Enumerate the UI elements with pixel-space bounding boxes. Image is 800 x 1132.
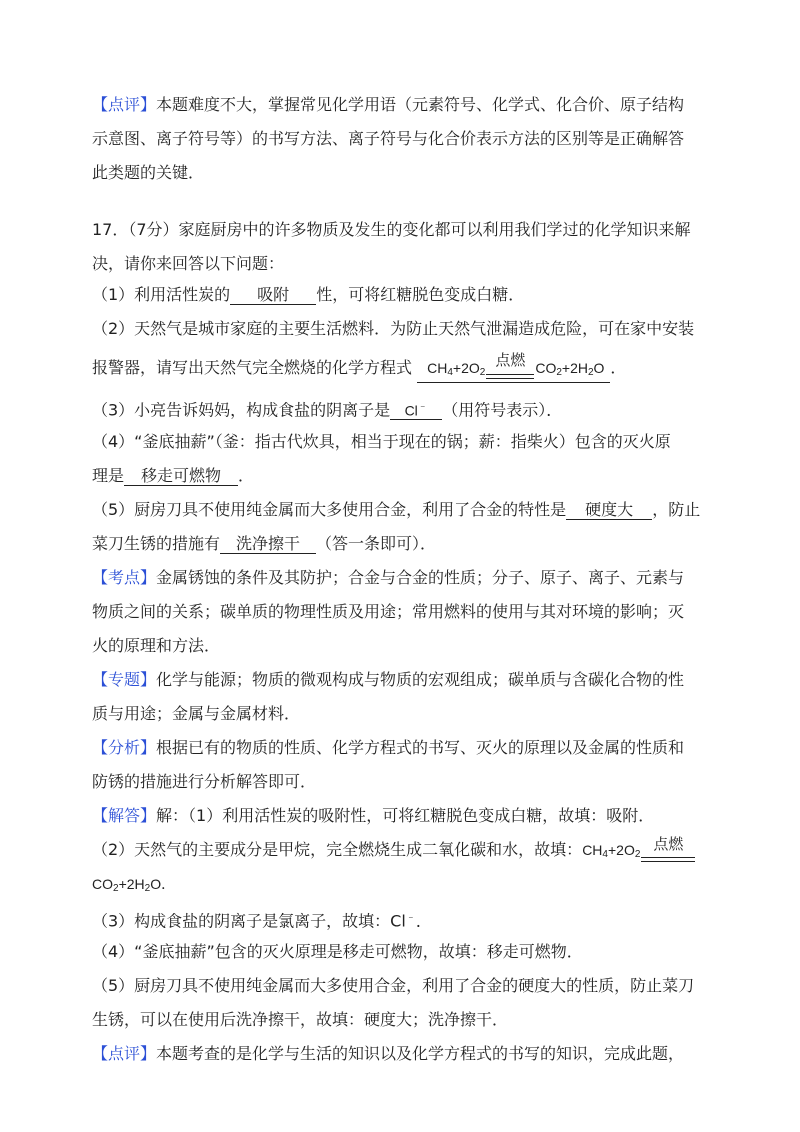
answer-blank-4: 移走可燃物 bbox=[124, 467, 238, 486]
zhuanti-line-1: 【专题】化学与能源；物质的微观构成与物质的宏观组成；碳单质与含碳化合物的性 bbox=[92, 670, 685, 689]
jieda-line-5: （4）“釜底抽薪”包含的灭火原理是移走可燃物，故填：移走可燃物． bbox=[92, 942, 583, 961]
question-17-stem-cont: 决，请你来回答以下问题： bbox=[92, 254, 285, 273]
answer-blank-5b: 洗净擦干 bbox=[220, 535, 316, 554]
kaodian-line-1: 【考点】金属锈蚀的条件及其防护；合金与合金的性质；分子、原子、离子、元素与 bbox=[92, 568, 685, 587]
fenxi-line-2: 防锈的措施进行分析解答即可． bbox=[92, 772, 317, 791]
top-review-line-1: 【点评】本题难度不大，掌握常见化学用语（元素符号、化学式、化合价、原子结构 bbox=[92, 95, 685, 114]
answer-blank-3: Cl﹣ bbox=[390, 398, 442, 420]
fenxi-line-1: 【分析】根据已有的物质的性质、化学方程式的书写、灭火的原理以及金属的性质和 bbox=[92, 738, 685, 757]
jieda-line-4: （3）构成食盐的阴离子是氯离子，故填：Cl﹣． bbox=[92, 911, 432, 931]
jieda-equation-part-2: $CO_2+2H_2O$． bbox=[92, 876, 176, 894]
answer-blank-1: 吸附 bbox=[230, 286, 316, 305]
review-tag: 【点评】 bbox=[92, 95, 157, 114]
jieda-reaction-condition: 点燃 bbox=[641, 849, 695, 865]
question-17-part-5-cont: 菜刀生锈的措施有 洗净擦干 （答一条即可）． bbox=[92, 534, 437, 553]
question-17-part-4-cont: 理是 移走可燃物 ． bbox=[92, 466, 255, 485]
jieda-line-7: 生锈，可以在使用后洗净擦干，故填：硬度大；洗净擦干． bbox=[92, 1010, 509, 1029]
question-17-part-3: （3）小亮告诉妈妈，构成食盐的阴离子是 Cl﹣ （用符号表示）． bbox=[92, 398, 562, 420]
bottom-review-line-1: 【点评】本题考查的是化学与生活的知识以及化学方程式的书写的知识，完成此题， bbox=[92, 1044, 685, 1063]
jieda-equation-part-1: $CH_4+2O_2$ 点燃 bbox=[582, 842, 696, 858]
question-17-stem: 17．（7分）家庭厨房中的许多物质及发生的变化都可以利用我们学过的化学知识来解 bbox=[92, 220, 691, 239]
kaodian-line-2: 物质之间的关系；碳单质的物理性质及用途；常用燃料的使用与其对环境的影响；灭 bbox=[92, 602, 685, 621]
zhuanti-line-2: 质与用途；金属与金属材料． bbox=[92, 704, 301, 723]
jieda-tag: 【解答】 bbox=[92, 806, 157, 825]
question-17-part-2: （2）天然气是城市家庭的主要生活燃料．为防止天然气泄漏造成危险，可在家中安装 bbox=[92, 319, 695, 338]
answer-blank-5a: 硬度大 bbox=[566, 501, 652, 520]
reaction-condition: 点燃 bbox=[486, 366, 534, 382]
bottom-review-tag: 【点评】 bbox=[92, 1044, 157, 1063]
fenxi-tag: 【分析】 bbox=[92, 738, 157, 757]
kaodian-line-3: 火的原理和方法． bbox=[92, 636, 221, 655]
zhuanti-tag: 【专题】 bbox=[92, 670, 157, 689]
question-17-part-2-cont: 报警器，请写出天然气完全燃烧的化学方程式 $CH_4+2O_2$ 点燃 $CO_2+2H_2O$ ． bbox=[92, 358, 626, 383]
top-review-line-2: 示意图、离子符号等）的书写方法、离子符号与化合价表示方法的区别等是正确解答 bbox=[92, 129, 685, 148]
equation-answer: $CH_4+2O_2$ 点燃 $CO_2+2H_2O$ bbox=[417, 359, 610, 383]
question-17-part-5: （5）厨房刀具不使用纯金属而大多使用合金，利用了合金的特性是 硬度大 ，防止 bbox=[92, 500, 701, 519]
jieda-line-1: 【解答】解：（1）利用活性炭的吸附性，可将红糖脱色变成白糖，故填：吸附． bbox=[92, 806, 655, 825]
jieda-line-2: （2）天然气的主要成分是甲烷，完全燃烧生成二氧化碳和水，故填：$CH_4+2O_2$ 点燃 bbox=[92, 840, 696, 865]
jieda-line-6: （5）厨房刀具不使用纯金属而大多使用合金，利用了合金的硬度大的性质，防止菜刀 bbox=[92, 976, 695, 995]
top-review-line-3: 此类题的关键． bbox=[92, 163, 205, 182]
question-17-part-1: （1）利用活性炭的 吸附 性，可将红糖脱色变成白糖． bbox=[92, 285, 525, 304]
kaodian-tag: 【考点】 bbox=[92, 568, 157, 587]
question-17-part-4: （4）“釜底抽薪”（釜：指古代炊具，相当于现在的锅；薪：指柴火）包含的灭火原 bbox=[92, 432, 671, 451]
